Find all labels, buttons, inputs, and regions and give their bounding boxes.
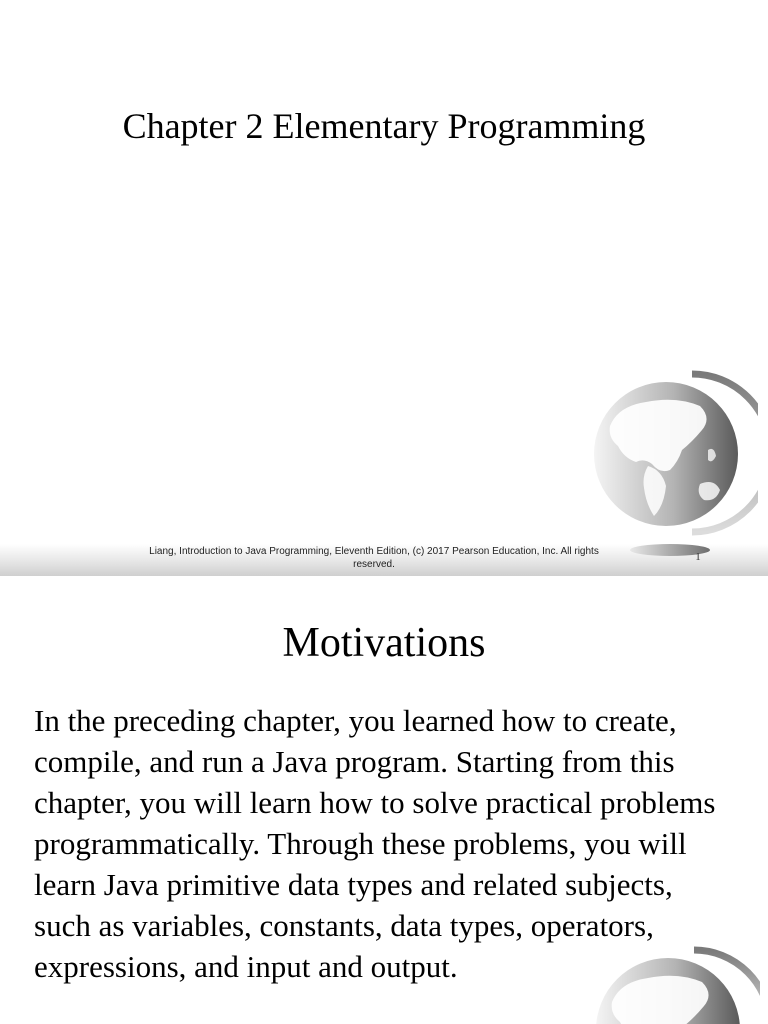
footer-copyright: Liang, Introduction to Java Programming, Eleventh Edition, (c) 2017 Pearson Education, Inc. All rights reserved. (149, 546, 599, 570)
slide-title: Motivations (282, 620, 486, 666)
globe-icon (588, 366, 758, 576)
slide-2 (0, 576, 768, 1024)
slide-body-text: In the preceding chapter, you learned how to create, compile, and run a Java program. Starting from this chapter, you will learn how to solve practical problems programmatically. Through these problems, you will learn Java primitive data types and related subjects, such as variables, constants, data types, operators, expressions, and input and output. (34, 703, 716, 984)
page-number: 1 (695, 551, 701, 563)
slide-title: Chapter 2 Elementary Programming (122, 106, 646, 146)
